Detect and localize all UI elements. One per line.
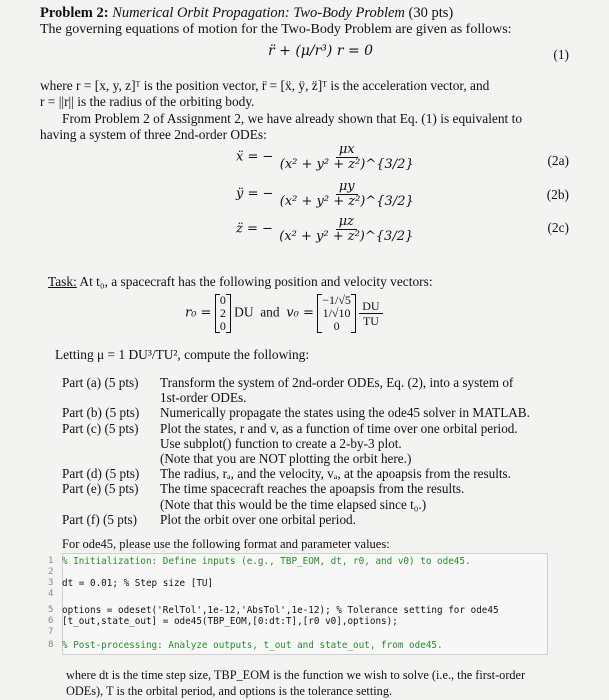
and-word: and	[260, 304, 280, 320]
part-f: Part (f) (5 pts) Plot the orbit over one orbital period.	[62, 511, 356, 527]
v0-unit: $\frac{DU}{TU}$	[359, 299, 382, 328]
task-text: At t₀, a spacecraft has the following position and velocity vectors:	[76, 274, 433, 289]
initial-conditions	[185, 294, 383, 333]
problem-number: Problem 2:	[40, 5, 109, 21]
code-line-6: [t_out,state_out] = ode45(TBP_EOM,[0:dt:T],[r0 v0],options);	[62, 616, 398, 627]
line-number: 6	[48, 616, 54, 626]
footer-line-1: where dt is the time step size, TBP_EOM is the function we wish to solve (i.e., the first-order	[66, 668, 526, 682]
equation-1-number: (1)	[553, 47, 569, 62]
task-label: Task:	[48, 274, 77, 289]
where-line-2: r = ||r|| is the radius of the orbiting body.	[40, 94, 255, 109]
line-number: 5	[48, 605, 54, 615]
v0-label: v₀ =	[286, 305, 314, 321]
from-line-2: having a system of three 2nd-order ODEs:	[40, 127, 267, 142]
intro-text: The governing equations of motion for the Two-Body Problem are given as follows:	[40, 22, 512, 37]
equation-2a: ẍ = − $\frac{\mu x}{\text{(x² + y² + z²)\textasciicircum{}\{3/2\}}}$	[236, 142, 414, 172]
line-number: 8	[48, 640, 54, 650]
part-e: Part (e) (5 pts) The time spacecraft reaches the apoapsis from the results.	[62, 481, 465, 497]
equation-2a-number: (2a)	[547, 153, 569, 168]
footer-line-2: ODEs), T is the orbital period, and options is the tolerance setting.	[66, 684, 393, 698]
problem-title	[40, 5, 453, 21]
part-d: Part (d) (5 pts) The radius, rₐ, and the velocity, vₐ, at the apoapsis from the results.	[62, 466, 511, 482]
ode45-intro: For ode45, please use the following format and parameter values:	[62, 537, 390, 551]
v0-vector: −1/√5 1/√10 0	[317, 294, 356, 333]
equation-2c: z̈ = − $\frac{\mu z}{\text{(x² + y² + z²)\textasciicircum{}\{3/2\}}}$	[236, 214, 414, 244]
line-number: 2	[48, 567, 54, 577]
r0-vector: 0 2 0	[215, 294, 231, 333]
equation-2b: ÿ = − $\frac{\mu y}{\text{(x² + y² + z²)\textasciicircum{}\{3/2\}}}$	[236, 179, 414, 209]
equation-1: r̈ + (μ/r³) r = 0	[268, 43, 374, 59]
code-line-8: % Post-processing: Analyze outputs, t_out and state_out, from ode45.	[62, 640, 443, 651]
code-line-5: options = odeset('RelTol',1e-12,'AbsTol',1e-12); % Tolerance setting for ode45	[62, 605, 499, 616]
code-line-3: dt = 0.01; % Step size [TU]	[62, 578, 214, 589]
task-line	[48, 274, 433, 290]
r0-unit: DU	[234, 304, 254, 320]
line-number: 7	[48, 627, 54, 637]
problem-name: Numerical Orbit Propagation: Two-Body Problem	[112, 5, 405, 21]
where-line-1: where r = [x, y, z]ᵀ is the position vector, r̈ = [ẍ, ÿ, z̈]ᵀ is the acceleration vector, and	[40, 78, 490, 93]
from-line-1: From Problem 2 of Assignment 2, we have already shown that Eq. (1) is equivalent to	[62, 111, 523, 126]
r0-label: r₀ =	[185, 305, 212, 321]
code-line-1: % Initialization: Define inputs (e.g., TBP_EOM, dt, r0, and v0) to ode45.	[62, 556, 471, 567]
letting-line: Letting μ = 1 DU³/TU², compute the following:	[55, 347, 310, 362]
line-number: 1	[48, 556, 54, 566]
line-number: 4	[48, 589, 54, 599]
part-a: Part (a) (5 pts) Transform the system of 2nd-order ODEs, Eq. (2), into a system of	[62, 375, 514, 390]
problem-points: (30 pts)	[408, 5, 454, 21]
part-b: Part (b) (5 pts) Numerically propagate the states using the ode45 solver in MATLAB.	[62, 405, 530, 421]
parts-list: Part (a) (5 pts) Transform the system of 2nd-order ODEs, Eq. (2), into a system of 1st-order ODEs. Part (b) (5 pts) Numerically propagate the states using the ode45 solver in MATLAB. Part (c) (5 pts) Plot the states, r and v, as a function of time over one orbital period. Use subplot() function to create a 2-by-3 plot. (Note that you are NOT plotting the orbit here.) Part (d) (5 pts) The radius, rₐ, and the velocity, vₐ, at the apoapsis from the results. Part (e) (5 pts) The time spacecraft reaches the apoapsis from the results. (Note that this would be the time elapsed since t₀.) Part (f) (5 pts) Plot the orbit over one orbital period.	[62, 375, 530, 527]
equation-2c-number: (2c)	[547, 220, 569, 235]
equation-2b-number: (2b)	[546, 187, 569, 202]
part-c: Part (c) (5 pts) Plot the states, r and v, as a function of time over one orbital period.	[62, 420, 518, 436]
line-number: 3	[48, 578, 54, 588]
